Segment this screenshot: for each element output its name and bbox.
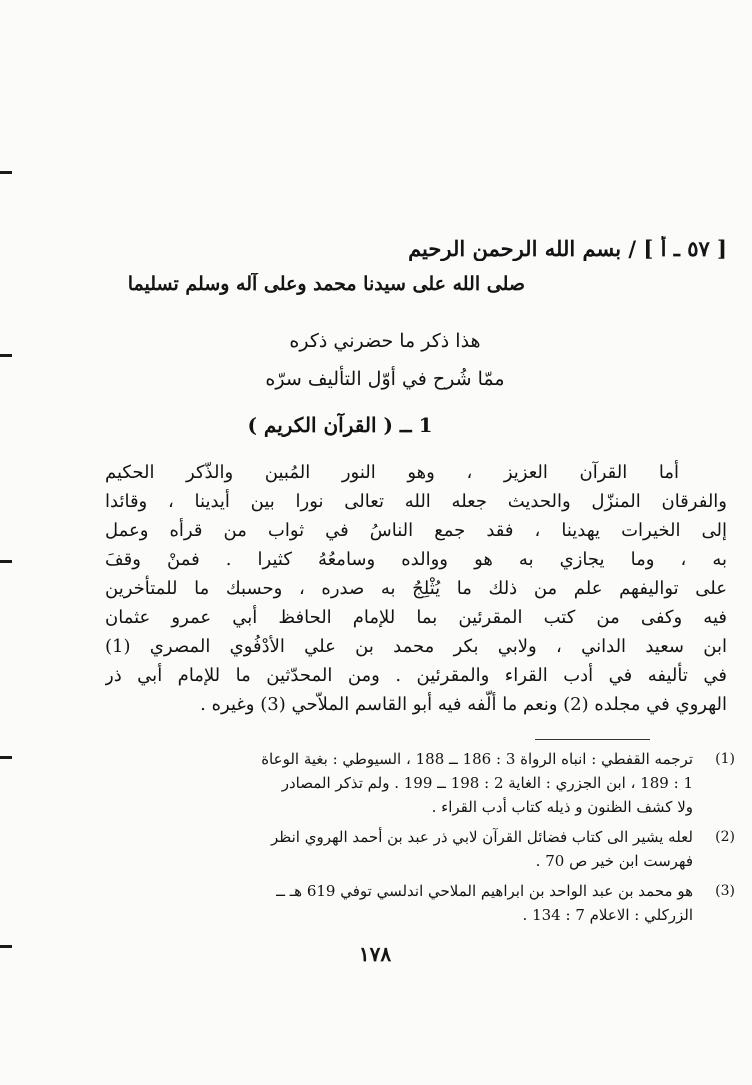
- body-paragraph: [105, 458, 727, 719]
- footnote-1: [105, 747, 735, 819]
- section-heading: 1 ــ ( القرآن الكريم ): [247, 413, 433, 437]
- footnote-2: [105, 825, 735, 873]
- footnote-line: لعله يشير الى كتاب فضائل القرآن لابي ذر عبد بن أحمد الهروي انظر: [271, 828, 693, 846]
- body-line: ابن سعيد الداني ، ولابي بكر محمد بن علي الأدْفُوي المصري (1): [105, 636, 727, 657]
- page-number: ١٧٨: [358, 942, 392, 966]
- footnote-number: (2): [715, 829, 735, 845]
- poem-line: ممّا شُرح في أوّل التأليف سرّه: [265, 368, 505, 390]
- body-line: الهروي في مجلده (2) ونعم ما ألّفه فيه أبو القاسم الملاّحي (3) وغيره .: [200, 694, 727, 715]
- poem: [220, 322, 550, 398]
- margin-mark: [0, 171, 12, 174]
- body-line: أما القرآن العزيز ، وهو النور المُبين والذّكر الحكيم: [105, 462, 679, 483]
- footnotes: [105, 747, 735, 933]
- page-header: [ ٥٧ ـ أ ] / بسم الله الرحمن الرحيم: [408, 236, 727, 261]
- margin-mark: [0, 945, 12, 948]
- poem-line: هذا ذكر ما حضرني ذكره: [289, 330, 481, 352]
- footnote-number: (1): [715, 751, 735, 767]
- margin-mark: [0, 354, 12, 357]
- body-line: به ، وما يجازي به هو ووالده وسامعُهُ كثيرا . فمنْ وقفَ: [105, 549, 727, 570]
- margin-mark: [0, 756, 12, 759]
- footnote-3: [105, 879, 735, 927]
- body-line: والفرقان المنزّل والحديث جعله الله تعالى نورا بين أيدينا ، وقائدا: [105, 491, 727, 512]
- footnote-line: هو محمد بن عبد الواحد بن ابراهيم الملاحي اندلسي توفي 619 هـ ــ: [276, 882, 693, 900]
- footnote-number: (3): [715, 883, 735, 899]
- body-line: على تواليفهم علم من ذلك ما يُثْلِجُ به صدره ، وحسبك ما للمتأخرين: [105, 578, 727, 599]
- footnote-divider: [535, 739, 650, 740]
- footnote-line: الزركلي : الاعلام 7 : 134 .: [522, 906, 693, 924]
- margin-mark: [0, 560, 12, 563]
- body-line: في تأليفه في أدب القراء والمقرئين . ومن المحدّثين ما للإمام أبي ذر: [105, 665, 727, 686]
- footnote-line: 1 : 189 ، ابن الجزري : الغاية 2 : 198 ــ 199 . ولم تذكر المصادر: [281, 774, 693, 792]
- salutation: صلى الله على سيدنا محمد وعلى آله وسلم تسليما: [127, 273, 525, 295]
- footnote-line: فهرست ابن خير ص 70 .: [535, 852, 693, 870]
- body-line: فيه وكفى من كتب المقرئين بما للإمام الحافظ أبي عمرو عثمان: [105, 607, 727, 628]
- body-line: إلى الخيرات يهدينا ، فقد جمع الناسُ في ثواب من قرأه وعمل: [105, 520, 727, 541]
- footnote-line: ترجمه القفطي : انباه الرواة 3 : 186 ــ 188 ، السيوطي : بغية الوعاة: [261, 750, 693, 768]
- footnote-line: ولا كشف الظنون و ذيله كتاب أدب القراء .: [431, 798, 693, 816]
